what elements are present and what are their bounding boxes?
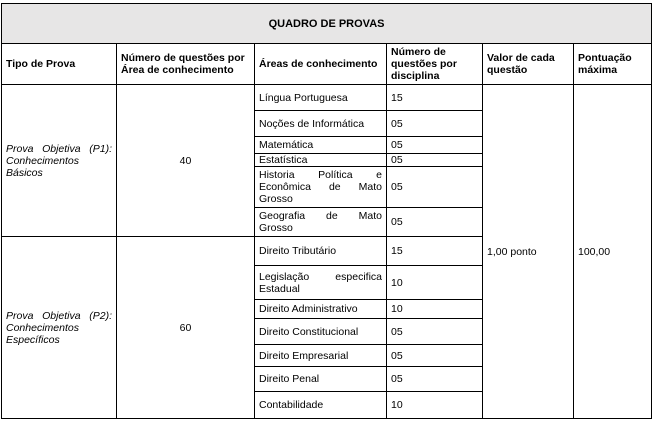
qtd-cell: 15 [387, 85, 483, 111]
area-cell: Língua Portuguesa [255, 85, 387, 111]
area-cell: Direito Empresarial [255, 345, 387, 367]
area-cell: Legislação especifica Estadual [255, 266, 387, 300]
header-numero-disciplina: Número de questões por disciplina [387, 44, 483, 85]
pontuacao-maxima: 100,00 [574, 85, 652, 419]
area-cell: Direito Administrativo [255, 300, 387, 319]
table-title: QUADRO DE PROVAS [2, 4, 652, 44]
total-p1: 40 [117, 85, 255, 237]
qtd-cell: 05 [387, 345, 483, 367]
table-row [2, 85, 652, 111]
tipo-p1: Prova Objetiva (P1): Conhecimentos Básicos [2, 85, 117, 237]
area-cell: Noções de Informática [255, 111, 387, 137]
tipo-p2: Prova Objetiva (P2): Conhecimentos Específicos [2, 237, 117, 419]
area-cell: Direito Constitucional [255, 319, 387, 345]
total-p2: 60 [117, 237, 255, 419]
table-title-row [2, 4, 652, 44]
qtd-cell: 05 [387, 111, 483, 137]
area-cell: Direito Tributário [255, 237, 387, 266]
qtd-cell: 15 [387, 237, 483, 266]
exam-table [1, 3, 652, 419]
qtd-cell: 05 [387, 319, 483, 345]
qtd-cell: 10 [387, 266, 483, 300]
header-numero-area: Número de questões por Área de conhecimento [117, 44, 255, 85]
header-areas: Áreas de conhecimento [255, 44, 387, 85]
qtd-cell: 05 [387, 167, 483, 208]
valor-questao: 1,00 ponto [483, 85, 574, 419]
qtd-cell: 10 [387, 392, 483, 419]
header-pontuacao: Pontuação máxima [574, 44, 652, 85]
header-tipo: Tipo de Prova [2, 44, 117, 85]
area-cell: Historia Política e Econômica de Mato Grosso [255, 167, 387, 208]
header-valor: Valor de cada questão [483, 44, 574, 85]
qtd-cell: 05 [387, 137, 483, 154]
qtd-cell: 10 [387, 300, 483, 319]
area-cell: Matemática [255, 137, 387, 154]
area-cell: Direito Penal [255, 367, 387, 392]
qtd-cell: 05 [387, 208, 483, 237]
area-cell: Contabilidade [255, 392, 387, 419]
table-header-row [2, 44, 652, 85]
area-cell: Estatística [255, 154, 387, 167]
area-cell: Geografia de Mato Grosso [255, 208, 387, 237]
qtd-cell: 05 [387, 367, 483, 392]
qtd-cell: 05 [387, 154, 483, 167]
